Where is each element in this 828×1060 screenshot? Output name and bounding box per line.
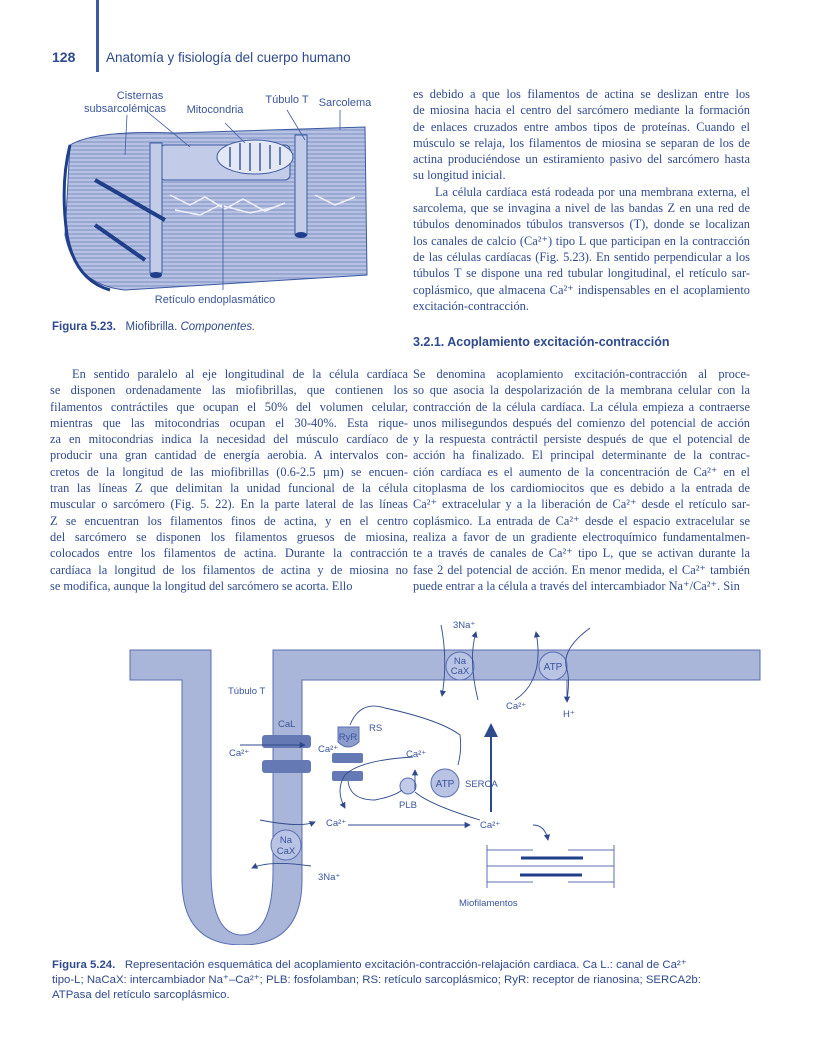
- label-h: H⁺: [563, 709, 575, 720]
- myofibril-bundle: [64, 127, 367, 290]
- nacax-bottom-label-2: CaX: [276, 846, 296, 857]
- caption-label: Figura 5.24.: [52, 959, 116, 971]
- text-line: cretos de la longitud de las miofibrillas (0.6-2.5 µm) se encuen-: [50, 464, 408, 479]
- text-line: tran las líneas Z que delimitan la unidad funcional de la célula: [50, 481, 408, 496]
- text-line: actina produciéndose un estiramiento pasivo del sarcómero hasta: [413, 152, 750, 167]
- label-ca-ryr: Ca²⁺: [318, 744, 339, 755]
- text-line: de enlaces cruzados entre ambos tipos de proteínas. Cuando el: [413, 119, 750, 134]
- ryr-label: RyR: [338, 732, 358, 743]
- text-line: citoplasma de los cardiomiocitos que es debido a la entrada de: [413, 481, 750, 496]
- mitochondria-shape: [217, 140, 293, 174]
- text-line: ción cardíaca es el aumento de la concentración de Ca²⁺ en el: [413, 464, 750, 479]
- label-tubulo-t: Túbulo T: [228, 686, 266, 697]
- text-line: contracción de la célula cardíaca. La célula empieza a contraerse: [413, 399, 750, 414]
- text-line: producir una gran cantidad de energía aerobia. A intervalos con-: [50, 448, 408, 463]
- label-3na-top: 3Na⁺: [453, 620, 476, 631]
- text-line: fase 2 del potencial de acción. En menor medida, el Ca²⁺ también: [413, 562, 750, 577]
- label-serca: SERCA: [465, 779, 498, 790]
- text-line: sarcolema, que se invagina a nivel de las bandas Z en una red de: [413, 201, 750, 216]
- text-line: za en mitocondrias indica la necesidad del músculo cardíaco de: [50, 432, 408, 447]
- text-line: del sarcómero se disponen los filamentos gruesos de miosina,: [50, 529, 408, 544]
- text-line: su longitud inicial.: [413, 168, 506, 183]
- text-line: te a través de canales de Ca²⁺ tipo L, que se activan durante la: [413, 546, 750, 561]
- text-line: se modifica, aunque la longitud del sarcómero se acorta. Ello: [50, 578, 353, 593]
- text-line: so que asocia la despolarización de la membrana celular con la: [413, 383, 750, 398]
- caption-line-1: Representación esquemática del acoplamiento excitación-contracción-relajación cardiaca. Ca L.: canal de Ca²⁺: [124, 959, 687, 971]
- right-column-paragraphs: [413, 86, 750, 314]
- text-line: músculo se relaja, los filamentos de miosina se separan de los de: [413, 135, 750, 150]
- label-3na-bottom: 3Na⁺: [318, 872, 341, 883]
- plb-circle: [400, 778, 416, 794]
- label-ca-in: Ca²⁺: [229, 748, 250, 759]
- label-sarcolema: Sarcolema: [318, 97, 372, 109]
- nacax-top: [446, 652, 474, 680]
- figure-5-23-caption: [52, 321, 255, 333]
- caption-line-2: tipo-L; NaCaX: intercambiador Na⁺–Ca²⁺; PLB: fosfolamban; RS: retículo sarcoplásmico; RyR: receptor de rianosina; SERCA2b:: [52, 974, 701, 986]
- label-ca-serca: Ca²⁺: [406, 749, 427, 760]
- text-line: Ca²⁺ extracelular y a la liberación de Ca²⁺ desde el retículo sar-: [413, 497, 750, 512]
- label-reticulo: Retículo endoplasmático: [154, 294, 276, 306]
- nacax-top-label-2: CaX: [450, 666, 470, 677]
- nacax-bottom-label-1: Na: [279, 835, 293, 846]
- label-cisternas: Cisternas: [116, 90, 164, 102]
- text-line: colocados entre los filamentos de actina. Durante la contracción: [50, 546, 408, 561]
- text-line: coplásmico. La entrada de Ca²⁺ desde el espacio extracelular se: [413, 513, 750, 528]
- label-ca-mid: Ca²⁺: [326, 818, 347, 829]
- label-plb: PLB: [399, 800, 417, 811]
- text-line: La célula cardíaca está rodeada por una membrana externa, el: [435, 184, 750, 199]
- text-line: Se denomina acoplamiento excitación-contracción al proce-: [413, 367, 750, 381]
- nacax-bottom: [271, 830, 301, 860]
- text-line: túbulos T se dispone una red tubular longitudinal, el retículo sar-: [413, 266, 750, 281]
- text-line: muscular o sarcómero (Fig. 5. 22). En la parte lateral de las líneas: [50, 497, 408, 512]
- caption-italic: Componentes.: [180, 321, 256, 333]
- label-subsarcolemicas: subsarcolémicas: [84, 103, 166, 115]
- text-line: acción ha finalizado. El principal determinante de la contrac-: [413, 448, 750, 463]
- label-ca-top: Ca²⁺: [506, 701, 527, 712]
- text-line: se disponen ordenadamente las miofibrillas, que contienen los: [50, 383, 408, 398]
- text-line: excitación-contracción.: [413, 298, 529, 313]
- caption-text: Miofibrilla.: [125, 321, 178, 333]
- text-line: filamentos contráctiles que ocupan el 50% del volumen celular,: [50, 399, 408, 414]
- figure-5-24-diagram: [0, 600, 828, 945]
- text-line: puede entrar a la célula a través del intercambiador Na⁺/Ca²⁺. Sin: [413, 578, 740, 593]
- page-number: 128: [52, 49, 76, 65]
- text-line: y la respuesta contráctil persiste después de que el potencial de: [413, 432, 750, 447]
- label-ca-right: Ca²⁺: [480, 820, 501, 831]
- text-line: realiza a favor de un gradiente electroquímico fundamentalmen-: [413, 529, 750, 544]
- serca-pump: [431, 769, 459, 797]
- myofilaments: [487, 845, 614, 888]
- text-line: En sentido paralelo al eje longitudinal de la célula cardíaca: [72, 367, 408, 381]
- text-line: Z se encuentran los filamentos finos de actina, y en el centro: [50, 513, 408, 528]
- text-line: de las células cardíacas (Fig. 5.23). En sentido perpendicular a los: [413, 249, 750, 264]
- figure-5-23-myofibril: [55, 85, 375, 315]
- text-line: mientras que las mitocondrias ocupan el 30-40%. Esta rique-: [50, 415, 408, 430]
- section-paragraph: [413, 366, 750, 594]
- figure-5-24-caption: [52, 958, 762, 1003]
- atp-top-label: ATP: [543, 662, 563, 673]
- label-rs: RS: [369, 723, 383, 734]
- ryr-receptor: [338, 727, 359, 747]
- text-line: los canales de calcio (Ca²⁺) tipo L que participan en la contracción: [413, 233, 750, 248]
- text-line: de miosina hacia el centro del sarcómero mediante la formación: [413, 103, 750, 118]
- section-heading: 3.2.1. Acoplamiento excitación-contracción: [413, 335, 670, 349]
- text-line: coplásmico, que almacena Ca²⁺ indispensables en el acoplamiento: [413, 282, 750, 297]
- text-line: es debido a que los filamentos de actina se deslizan entre los: [413, 87, 750, 101]
- left-column-paragraph: [50, 366, 408, 594]
- text-line: unos milisegundos después del comienzo del potencial de acción: [413, 415, 750, 430]
- label-mitocondria: Mitocondria: [186, 104, 244, 116]
- running-title: Anatomía y fisiología del cuerpo humano: [106, 50, 351, 65]
- header-rule: [96, 0, 99, 72]
- atp-serca-label: ATP: [435, 779, 455, 790]
- label-tubulo-t: Túbulo T: [265, 94, 309, 106]
- atp-pump-top: [539, 652, 567, 680]
- label-cal: CaL: [278, 719, 296, 730]
- caption-line-3: ATPasa del retículo sarcoplásmico.: [52, 989, 230, 1001]
- label-miofilamentos: Miofilamentos: [459, 898, 518, 909]
- nacax-top-label-1: Na: [453, 656, 467, 667]
- text-line: túbulos denominados túbulos transversos (T), donde se localizan: [413, 217, 750, 232]
- text-line: cardíaca la longitud de los filamentos de actina y de miosina no: [50, 562, 408, 577]
- caption-label: Figura 5.23.: [52, 321, 116, 333]
